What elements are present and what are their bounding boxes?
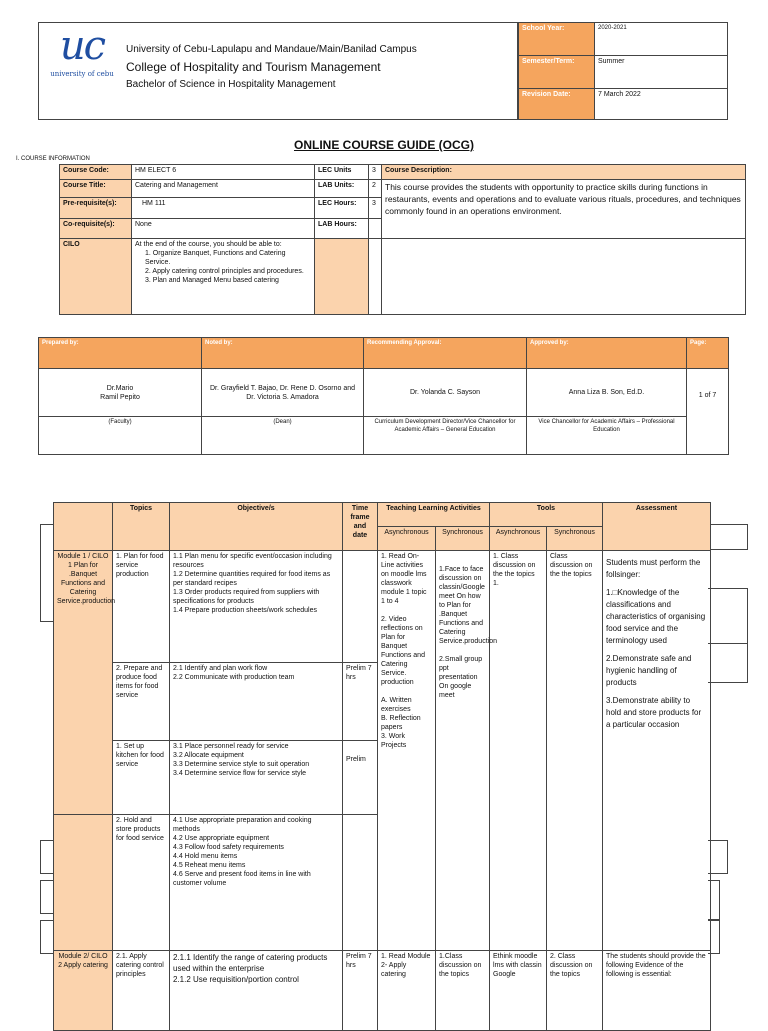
objective: 3.4 Determine service flow for service style	[173, 770, 307, 777]
recommending-header: Recommending Approval:	[364, 338, 527, 369]
approved-by-name: Anna Liza B. Son, Ed.D.	[527, 369, 687, 417]
objectives-cell	[170, 815, 343, 951]
objective: 2.2 Communicate with production team	[173, 674, 295, 681]
course-code: HM ELECT 6	[132, 165, 315, 180]
recommending-role: Curriculum Development Director/Vice Chancellor for Academic Affairs – General Education	[364, 417, 527, 455]
time-cell	[343, 551, 378, 663]
university-name: University of Cebu-Lapulapu and Mandaue/Main/Banilad Campus	[126, 44, 417, 55]
learning-plan-table	[53, 502, 711, 1031]
assessment-header: Assessment	[603, 503, 711, 551]
assessment-item: 2.Demonstrate safe and hygienic handling of products	[606, 654, 692, 687]
corequisite-label: Co-requisite(s):	[60, 219, 132, 239]
objectives-cell	[170, 663, 343, 741]
module1-blank	[54, 815, 113, 951]
course-description: This course provides the students with opportunity to practice skills during functions in restaurants, events and operations and to evaluate various rituals, procedures, and techniques commonly found in an operations environment.	[382, 180, 746, 239]
logo-mark: uc	[59, 23, 105, 69]
cilo-item: 3. Plan and Managed Menu based catering	[145, 277, 279, 284]
topic-cell: 2. Prepare and produce food items for food service	[113, 663, 170, 741]
objective: 4.1 Use appropriate preparation and cooking methods	[173, 817, 312, 833]
async-tools-cell: Ethink moodle lms with classin Google	[490, 951, 547, 1031]
approval-table	[38, 337, 729, 455]
cilo-blank-cell	[369, 239, 382, 315]
ghost-box	[40, 840, 54, 874]
objective: 3.3 Determine service style to suit operation	[173, 761, 310, 768]
revision-label: Revision Date:	[519, 89, 595, 120]
prerequisite: HM 111	[132, 198, 315, 219]
objectives-header: Objective/s	[170, 503, 343, 551]
topic-cell: 2. Hold and store products for food service	[113, 815, 170, 951]
module1-name: Module 1 / CILO 1 Plan for .Banquet Functions and Catering Service.production	[54, 551, 113, 815]
prerequisite-label: Pre-requisite(s):	[60, 198, 132, 219]
lec-units: 3	[369, 165, 382, 180]
async-tla-cell: 1. Read Module 2- Apply catering	[378, 951, 436, 1031]
objectives-cell	[170, 551, 343, 663]
lec-units-label: LEC Units	[315, 165, 369, 180]
time-cell: Prelim 7 hrs	[343, 951, 378, 1031]
sync-tla-cell: 1.Class discussion on the topics	[436, 951, 490, 1031]
tools-async-header: Asynchronous	[490, 527, 547, 551]
module2-name: Module 2/ CILO 2 Apply catering	[54, 951, 113, 1031]
async-tools-cell: 1. Class discussion on the the topics 1.	[490, 551, 547, 951]
guide-title: ONLINE COURSE GUIDE (OCG)	[293, 138, 474, 152]
prepared-by-name: Dr.Mario Ramil Pepito	[39, 369, 202, 417]
lab-units: 2	[369, 180, 382, 198]
objective: 2.1 Identify and plan work flow	[173, 665, 268, 672]
module-header	[54, 503, 113, 551]
course-info-table	[59, 164, 746, 315]
school-year-value: 2020-2021	[595, 23, 728, 56]
ghost-box	[708, 643, 748, 683]
semester-label: Semester/Term:	[519, 56, 595, 89]
page-number: 1 of 7	[687, 369, 729, 455]
course-title: Catering and Management	[132, 180, 315, 198]
objective: 4.2 Use appropriate equipment	[173, 835, 270, 842]
ghost-box	[708, 840, 728, 874]
objective: 3.2 Allocate equipment	[173, 752, 244, 759]
ghost-box	[40, 880, 54, 914]
objective: 2.1.2 Use requisition/portion control	[173, 975, 299, 984]
lab-units-label: LAB Units:	[315, 180, 369, 198]
sync-tools-cell: Class discussion on the the topics	[547, 551, 603, 951]
tla-sync-header: Synchronous	[436, 527, 490, 551]
ghost-box	[40, 524, 54, 622]
approved-by-header: Approved by:	[527, 338, 687, 369]
time-cell	[343, 815, 378, 951]
objective: 4.6 Serve and present food items in line with customer volume	[173, 871, 311, 887]
sync-tla-cell: 1.Face to face discussion on classin/Google meet On how to Plan for .Banquet Functions and Catering Service.production 2.Small group ppt presentation On google meet	[436, 551, 490, 951]
tools-header: Tools	[490, 503, 603, 527]
noted-by-header: Noted by:	[202, 338, 364, 369]
topic-cell: 2.1. Apply catering control principles	[113, 951, 170, 1031]
logo-caption: university of cebu	[50, 70, 114, 78]
ghost-box	[40, 920, 54, 954]
tla-header: Teaching Learning Activities	[378, 503, 490, 527]
meta-table	[518, 22, 728, 120]
course-description-label: Course Description:	[382, 165, 746, 180]
university-logo	[46, 23, 118, 78]
tla-async-header: Asynchronous	[378, 527, 436, 551]
objective: 1.3 Order products required from suppliers with specifications for products	[173, 589, 320, 605]
cilo-content	[132, 239, 315, 315]
prepared-by-header: Prepared by:	[39, 338, 202, 369]
program-name: Bachelor of Science in Hospitality Management	[126, 79, 336, 90]
prepared-by-role: (Faculty)	[39, 417, 202, 455]
objective: 4.4 Hold menu items	[173, 853, 238, 860]
objective: 1.4 Prepare production sheets/work schedules	[173, 607, 317, 614]
topic-cell: 1. Plan for food service production	[113, 551, 170, 663]
objectives-cell	[170, 951, 343, 1031]
cilo-intro: At the end of the course, you should be able to:	[135, 241, 282, 248]
cilo-blank-cell	[315, 239, 369, 315]
ghost-box	[708, 524, 748, 550]
revision-value: 7 March 2022	[595, 89, 728, 120]
college-name: College of Hospitality and Tourism Management	[126, 60, 381, 74]
lab-hours	[369, 219, 382, 239]
ghost-box	[708, 588, 748, 644]
course-code-label: Course Code:	[60, 165, 132, 180]
assessment-cell	[603, 551, 711, 951]
objective: 4.5 Reheat menu items	[173, 862, 246, 869]
objective: 1.1 Plan menu for specific event/occasion including resources	[173, 553, 332, 569]
school-year-label: School Year:	[519, 23, 595, 56]
cilo-label: CILO	[60, 239, 132, 315]
semester-value: Summer	[595, 56, 728, 89]
corequisite: None	[132, 219, 315, 239]
approved-by-role: Vice Chancellor for Academic Affairs – Professional Education	[527, 417, 687, 455]
page-header: Page:	[687, 338, 729, 369]
noted-by-name: Dr. Grayfield T. Bajao, Dr. Rene D. Osorno and Dr. Victoria S. Amadora	[202, 369, 364, 417]
lec-hours-label: LEC Hours:	[315, 198, 369, 219]
time-cell: Prelim 7 hrs	[343, 663, 378, 741]
assessment-intro: Students must perform the follsinger:	[606, 558, 701, 579]
objective: 2.1.1 Identify the range of catering products used within the enterprise	[173, 953, 328, 973]
cilo-blank-cell	[382, 239, 746, 315]
tools-sync-header: Synchronous	[547, 527, 603, 551]
cilo-item: 1. Organize Banquet, Functions and Catering Service.	[145, 250, 286, 266]
lec-hours: 3	[369, 198, 382, 219]
objective: 4.3 Follow food safety requirements	[173, 844, 284, 851]
assessment-item: 3.Demonstrate ability to hold and store products for a particular occasion	[606, 696, 702, 729]
course-title-label: Course Title:	[60, 180, 132, 198]
assessment-item: 1.□Knowledge of the classifications and characteristics of organising food service and the terminology used	[606, 588, 706, 645]
objective: 3.1 Place personnel ready for service	[173, 743, 289, 750]
noted-by-role: (Dean)	[202, 417, 364, 455]
assessment-cell: The students should provide the following Evidence of the following is essential:	[603, 951, 711, 1031]
section-label: I. COURSE INFORMATION	[16, 156, 90, 162]
cilo-item: 2. Apply catering control principles and procedures.	[145, 268, 304, 275]
topics-header: Topics	[113, 503, 170, 551]
recommending-name: Dr. Yolanda C. Sayson	[364, 369, 527, 417]
time-cell: Prelim	[343, 741, 378, 815]
lab-hours-label: LAB Hours:	[315, 219, 369, 239]
sync-tools-cell: 2. Class discussion on the topics	[547, 951, 603, 1031]
objective: 1.2 Determine quantities required for food items as per standard recipes	[173, 571, 331, 587]
async-tla-cell: 1. Read On-Line activities on moodle lms classwork module 1 topic 1 to 4 2. Video reflections on Plan for Banquet Functions and Catering Service. production A. Written exercises B. Reflection papers 3. Work Projects	[378, 551, 436, 951]
time-header: Time frame and date	[343, 503, 378, 551]
topic-cell: 1. Set up kitchen for food service	[113, 741, 170, 815]
objectives-cell	[170, 741, 343, 815]
